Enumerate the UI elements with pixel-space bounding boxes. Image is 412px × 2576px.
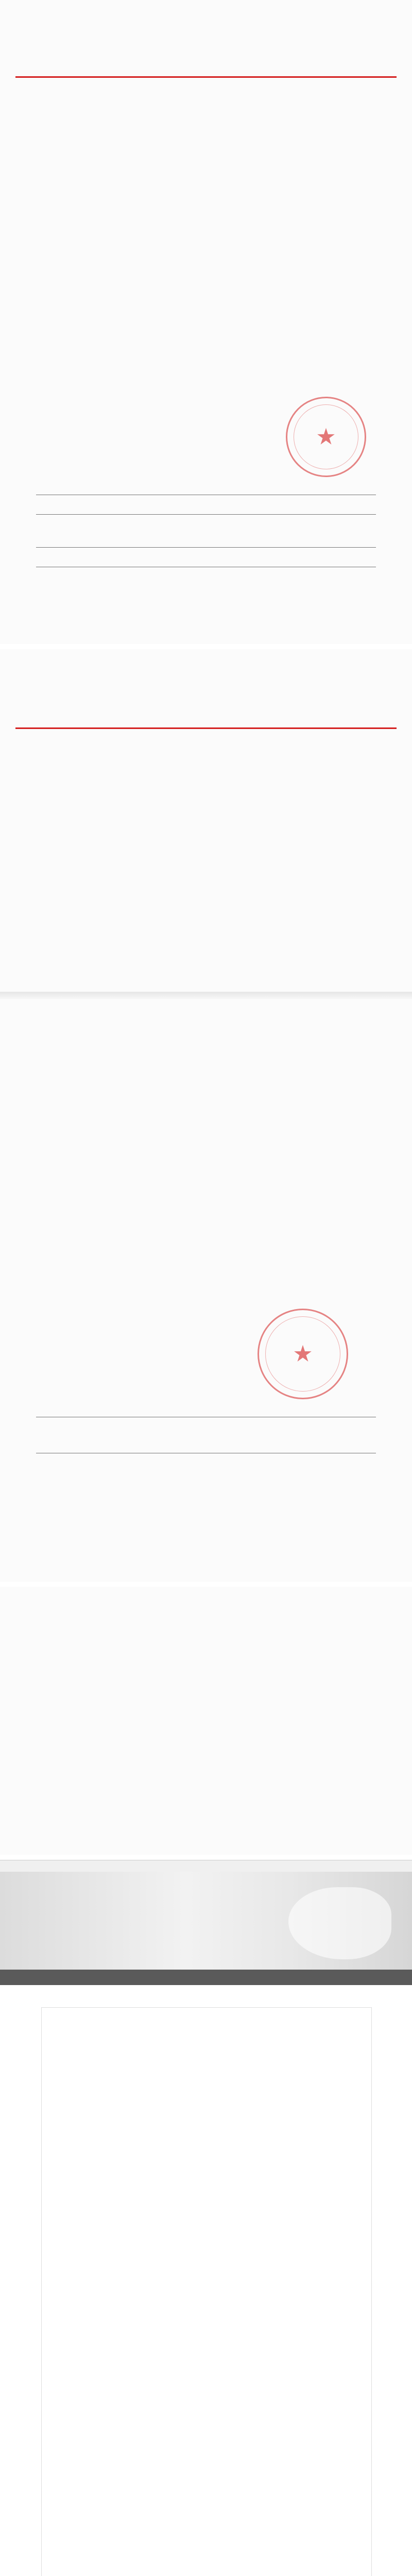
site-top-bar — [0, 1860, 412, 1872]
page-fold — [0, 992, 412, 999]
seal-star-icon: ★ — [316, 423, 336, 450]
site-nav — [0, 1970, 412, 1985]
header-red-rule — [15, 76, 397, 78]
website-screenshot — [0, 1860, 412, 2576]
notice-red-rule — [15, 727, 397, 729]
divider — [36, 514, 376, 515]
proposal-letter-sheet — [0, 0, 412, 644]
statistics-form-sheet — [0, 1587, 412, 1855]
notice-sheet — [0, 649, 412, 1582]
donation-guide-content — [41, 2007, 372, 2576]
association-seal — [286, 397, 366, 477]
banner-hands-image — [288, 1887, 391, 1959]
seal-star-icon: ★ — [293, 1341, 313, 1367]
site-banner — [0, 1872, 412, 1970]
divider — [36, 547, 376, 548]
bureau-seal — [258, 1309, 348, 1399]
